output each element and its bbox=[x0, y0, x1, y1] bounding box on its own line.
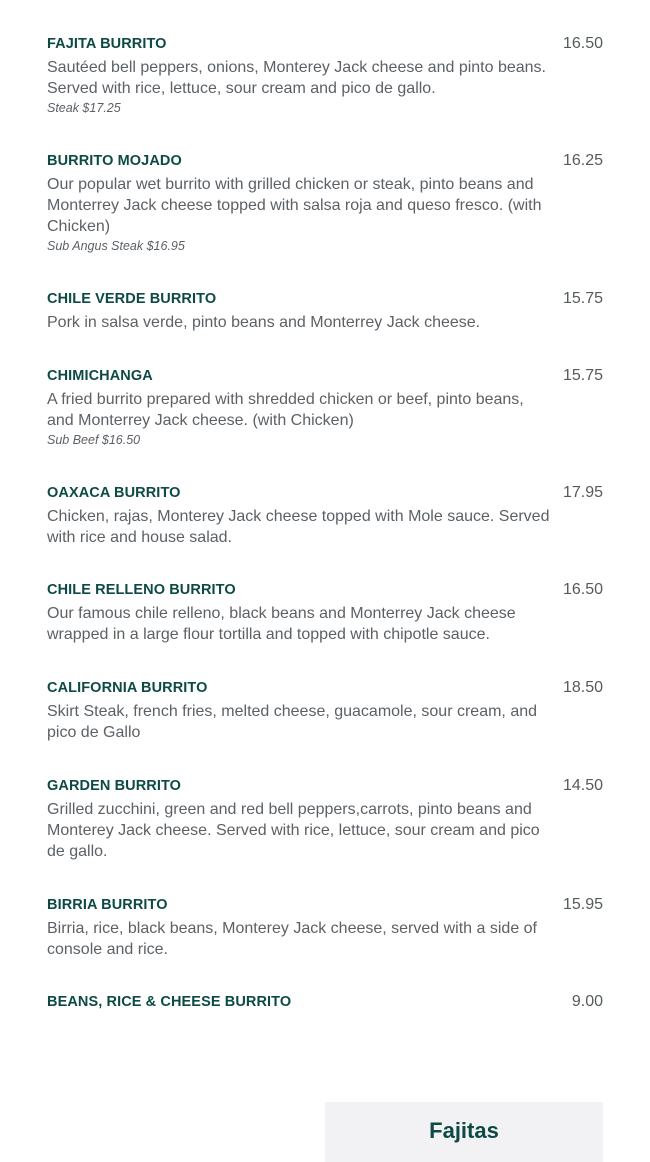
item-price: 17.95 bbox=[562, 484, 603, 501]
item-price: 16.50 bbox=[562, 581, 603, 598]
item-description-text: A fried burrito prepared with shredded chicken or beef, pinto beans, and Monterrey Jack cheese. (with Chicken) bbox=[47, 391, 524, 429]
item-note: Sub Angus Steak $16.95 bbox=[47, 239, 185, 253]
item-price: 9.00 bbox=[571, 993, 603, 1010]
section-title: Fajitas bbox=[429, 1118, 499, 1143]
section-header-fajitas bbox=[325, 1102, 603, 1162]
item-name: CHILE VERDE BURRITO bbox=[47, 291, 217, 307]
item-name: BIRRIA BURRITO bbox=[47, 897, 168, 913]
item-description-text: Our famous chile relleno, black beans and Monterrey Jack cheese wrapped in a large flour tortilla and topped with chipotle sauce. bbox=[47, 605, 516, 643]
item-description bbox=[47, 918, 552, 960]
item-description bbox=[47, 701, 552, 743]
item-price: 18.50 bbox=[562, 679, 603, 696]
item-description bbox=[47, 57, 552, 117]
item-description-text: Pork in salsa verde, pinto beans and Monterrey Jack cheese. bbox=[47, 314, 481, 331]
item-description-text: Birria, rice, black beans, Monterey Jack cheese, served with a side of console and rice. bbox=[47, 920, 537, 958]
item-description-text: Skirt Steak, french fries, melted cheese, guacamole, sour cream, and pico de Gallo bbox=[47, 703, 538, 741]
item-description bbox=[47, 389, 552, 449]
item-price: 14.50 bbox=[562, 777, 603, 794]
item-description-text: Sautéed bell peppers, onions, Monterey Jack cheese and pinto beans. Served with rice, lettuce, sour cream and pico de gallo. bbox=[47, 59, 546, 97]
item-name: FAJITA BURRITO bbox=[47, 36, 167, 52]
item-description bbox=[47, 174, 552, 255]
item-name: CALIFORNIA BURRITO bbox=[47, 680, 208, 696]
item-price: 15.75 bbox=[562, 367, 603, 384]
item-name: OAXACA BURRITO bbox=[47, 485, 181, 501]
item-name: CHIMICHANGA bbox=[47, 368, 153, 384]
item-price: 15.75 bbox=[562, 290, 603, 307]
item-note: Steak $17.25 bbox=[47, 101, 121, 115]
item-name: BURRITO MOJADO bbox=[47, 153, 182, 169]
item-name: GARDEN BURRITO bbox=[47, 778, 182, 794]
item-description bbox=[47, 603, 552, 645]
item-note: Sub Beef $16.50 bbox=[47, 433, 141, 447]
item-price: 15.95 bbox=[562, 896, 603, 913]
item-price: 16.50 bbox=[562, 35, 603, 52]
item-description bbox=[47, 799, 552, 862]
item-name: CHILE RELLENO BURRITO bbox=[47, 582, 236, 598]
item-description-text: Grilled zucchini, green and red bell peppers,carrots, pinto beans and Monterey Jack cheese. Served with rice, lettuce, sour cream and pico de gallo. bbox=[47, 801, 540, 860]
item-description-text: Our popular wet burrito with grilled chicken or steak, pinto beans and Monterrey Jack cheese topped with salsa roja and queso fresco. (with Chicken) bbox=[47, 176, 542, 235]
item-description bbox=[47, 506, 552, 548]
item-name: BEANS, RICE & CHEESE BURRITO bbox=[47, 994, 292, 1010]
item-description-text: Chicken, rajas, Monterey Jack cheese topped with Mole sauce. Served with rice and house salad. bbox=[47, 508, 550, 546]
item-price: 16.25 bbox=[562, 152, 603, 169]
item-description bbox=[47, 312, 552, 333]
